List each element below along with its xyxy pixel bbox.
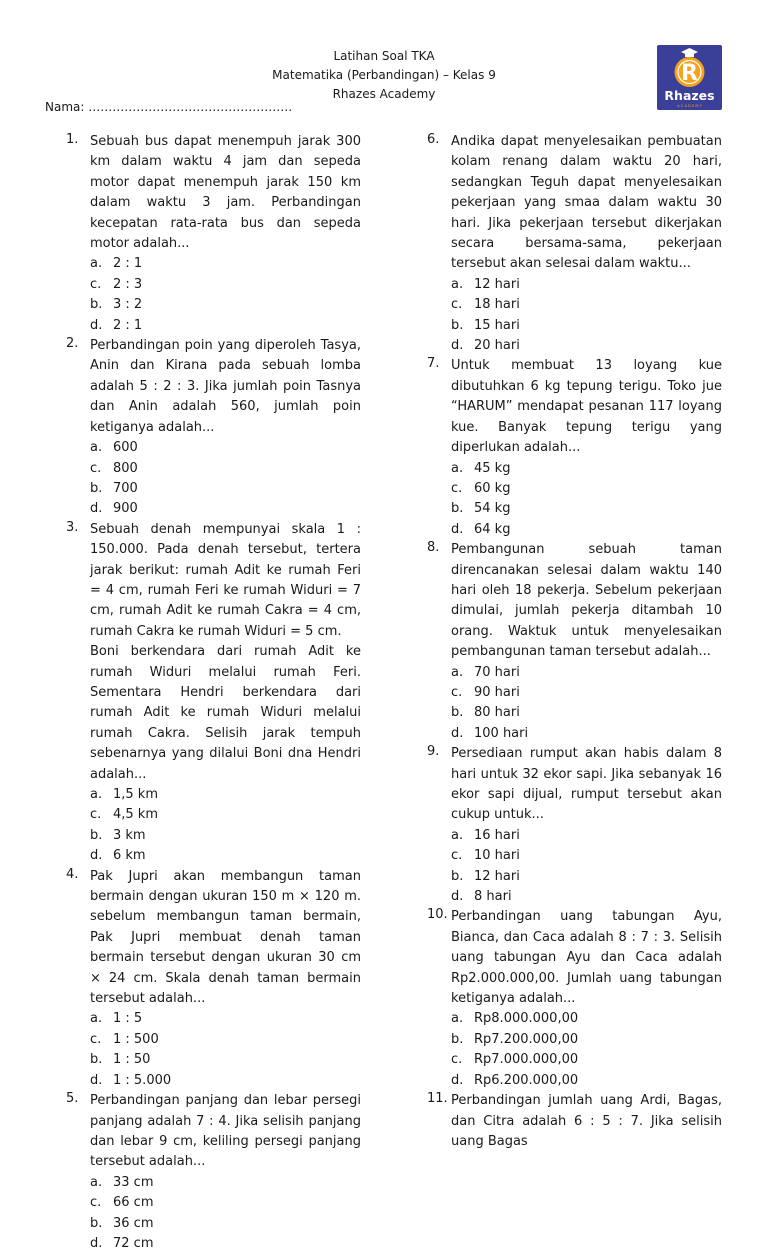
- question-text: [451, 132, 722, 275]
- question-paragraph: Pembangunan sebuah taman direncanakan selesai dalam waktu 140 hari oleh 18 pekerja. Sebelum pekerjaan dimulai, jumlah pekerja ditambah 10 orang. Waktuk untuk menyelesaikan pembangunan taman tersebut adalah...: [451, 542, 722, 660]
- header-subject: Matematika (Perbandingan) – Kelas 9: [272, 68, 496, 82]
- option-label: c.: [451, 1052, 463, 1068]
- question-number: 11.: [427, 1091, 448, 1107]
- answer-option[interactable]: [90, 1030, 227, 1050]
- question-number: 1.: [66, 132, 79, 147]
- option-label: c.: [451, 684, 463, 700]
- question-6: [427, 132, 722, 356]
- answer-option[interactable]: [451, 1009, 722, 1029]
- answer-option[interactable]: [90, 1009, 227, 1029]
- option-label: b.: [90, 1215, 103, 1231]
- question-number: 2.: [66, 336, 79, 352]
- answer-option[interactable]: [451, 479, 588, 499]
- option-label: d.: [90, 501, 103, 517]
- option-label: d.: [451, 521, 464, 537]
- option-text: 70 hari: [474, 664, 520, 680]
- option-text: 2 : 1: [113, 256, 143, 272]
- option-text: 1 : 50: [113, 1052, 151, 1068]
- question-text: [451, 540, 722, 662]
- question-number: 7.: [427, 356, 440, 372]
- option-label: c.: [90, 1195, 102, 1211]
- option-label: a.: [451, 1011, 464, 1027]
- option-label: b.: [90, 827, 103, 843]
- option-text: 18 hari: [474, 297, 520, 313]
- answer-options: [451, 826, 722, 908]
- option-label: c.: [90, 1031, 102, 1047]
- logo-subtext: A C A D E M Y: [677, 104, 702, 108]
- option-text: 12 hari: [474, 868, 520, 884]
- option-label: d.: [451, 1072, 464, 1088]
- option-text: 45 kg: [474, 460, 511, 476]
- option-label: b.: [451, 1031, 464, 1047]
- option-text: 16 hari: [474, 827, 520, 843]
- option-text: Rp7.000.000,00: [474, 1052, 579, 1068]
- question-number: 4.: [66, 866, 79, 882]
- option-label: b.: [451, 705, 464, 721]
- option-label: a.: [90, 1174, 103, 1190]
- logo-letter: R: [681, 61, 698, 86]
- option-text: Rp8.000.000,00: [474, 1011, 579, 1027]
- answer-option[interactable]: [90, 459, 227, 479]
- option-label: b.: [451, 501, 464, 517]
- option-text: 54 kg: [474, 501, 511, 517]
- question-paragraph: Untuk membuat 13 loyang kue dibutuhkan 6 kg tepung terigu. Toko jue “HARUM” mendapat pesanan 117 loyang kue. Banyak tepung terigu yang diperlukan adalah...: [451, 358, 722, 456]
- option-text: 66 cm: [113, 1195, 154, 1211]
- option-label: d.: [451, 338, 464, 354]
- option-text: 20 hari: [474, 338, 520, 354]
- option-text: 12 hari: [474, 276, 520, 292]
- option-text: 6 km: [113, 848, 146, 864]
- answer-options: [90, 1173, 361, 1254]
- question-text: [451, 356, 722, 458]
- option-label: d.: [451, 889, 464, 905]
- option-label: a.: [451, 276, 464, 292]
- question-text: [90, 520, 361, 785]
- option-text: 600: [113, 440, 138, 456]
- option-label: a.: [90, 256, 103, 272]
- answer-option[interactable]: [451, 826, 588, 846]
- question-paragraph: Boni berkendara dari rumah Adit ke rumah Widuri melalui rumah Feri. Sementara Hendri berkendara dari rumah Adit ke rumah Widuri melalui rumah Cakra. Selisih jarak tempuh sebenarnya yang dilalui Boni dna Hendri adalah...: [90, 644, 361, 782]
- question-5: [66, 1091, 361, 1254]
- question-9: [427, 744, 722, 907]
- option-text: 4,5 km: [113, 807, 158, 823]
- answer-option[interactable]: [90, 1071, 227, 1091]
- question-paragraph: Perbandingan uang tabungan Ayu, Bianca, dan Caca adalah 8 : 7 : 3. Selisih uang tabungan Ayu dan Caca adalah Rp2.000.000,00. Jumlah uang tabungan ketiganya adalah...: [451, 909, 722, 1007]
- answer-option[interactable]: [90, 785, 227, 805]
- question-number: 3.: [66, 519, 79, 535]
- answer-option[interactable]: [451, 683, 588, 703]
- question-number: 10.: [427, 907, 448, 923]
- right-column: [427, 132, 722, 1152]
- answer-option[interactable]: [451, 275, 588, 295]
- answer-option[interactable]: [451, 1030, 722, 1050]
- answer-option[interactable]: [90, 1234, 227, 1254]
- question-4: [66, 867, 361, 1091]
- option-label: c.: [451, 848, 463, 864]
- option-label: a.: [451, 827, 464, 843]
- answer-option[interactable]: [90, 826, 227, 846]
- answer-option[interactable]: [451, 846, 588, 866]
- option-label: d.: [451, 725, 464, 741]
- left-column: [66, 132, 361, 1254]
- question-text: [451, 744, 722, 826]
- question-1: [66, 132, 361, 336]
- option-text: 60 kg: [474, 480, 511, 496]
- option-text: 1,5 km: [113, 787, 158, 802]
- answer-option[interactable]: [451, 887, 588, 907]
- answer-options: [451, 275, 722, 357]
- header-title: Latihan Soal TKA: [333, 49, 435, 63]
- answer-option[interactable]: [451, 867, 588, 887]
- option-label: b.: [90, 480, 103, 496]
- option-label: b.: [90, 1052, 103, 1068]
- question-7: [427, 356, 722, 540]
- question-text: [451, 907, 722, 1009]
- answer-option[interactable]: [90, 295, 227, 315]
- answer-option[interactable]: [451, 295, 588, 315]
- option-text: Rp6.200.000,00: [474, 1072, 579, 1088]
- option-text: 2 : 1: [113, 317, 143, 333]
- answer-options: [451, 663, 722, 745]
- option-text: 90 hari: [474, 684, 520, 700]
- option-text: 800: [113, 460, 138, 476]
- answer-option[interactable]: [451, 316, 588, 336]
- question-text: [90, 336, 361, 438]
- answer-options: [90, 438, 361, 520]
- answer-option[interactable]: [90, 1214, 227, 1234]
- answer-option[interactable]: [90, 438, 227, 458]
- option-text: 900: [113, 501, 138, 517]
- question-text: [90, 132, 361, 254]
- option-text: 1 : 5.000: [113, 1072, 172, 1088]
- answer-option[interactable]: [90, 846, 227, 866]
- option-label: b.: [90, 297, 103, 313]
- option-text: Rp7.200.000,00: [474, 1031, 579, 1047]
- option-label: d.: [90, 1235, 103, 1251]
- option-text: 3 : 2: [113, 297, 143, 313]
- answer-option[interactable]: [451, 520, 588, 540]
- answer-option[interactable]: [90, 499, 227, 519]
- answer-option[interactable]: [451, 724, 588, 744]
- question-paragraph: Sebuah denah mempunyai skala 1 : 150.000. Pada denah tersebut, tertera jarak berikut: rumah Adit ke rumah Feri = 4 cm, rumah Feri ke rumah Widuri = 7 cm, rumah Adit ke rumah Cakra = 4 cm, rumah Cakra ke rumah Widuri = 5 cm.: [90, 521, 361, 639]
- answer-option[interactable]: [451, 703, 588, 723]
- option-label: a.: [451, 664, 464, 680]
- option-label: d.: [90, 848, 103, 864]
- answer-option[interactable]: [90, 275, 227, 295]
- question-paragraph: Sebuah bus dapat menempuh jarak 300 km dalam waktu 4 jam dan sepeda motor dapat menempuh jarak 150 km dalam waktu 3 jam. Perbandingan kecepatan rata-rata bus dan sepeda motor adalah...: [90, 134, 361, 252]
- option-text: 3 km: [113, 827, 146, 843]
- answer-option[interactable]: [451, 1050, 722, 1070]
- question-paragraph: Perbandingan panjang dan lebar persegi panjang adalah 7 : 4. Jika selisih panjang dan lebar 9 cm, keliling persegi panjang tersebut adalah...: [90, 1093, 361, 1170]
- option-text: 36 cm: [113, 1215, 154, 1231]
- option-text: 700: [113, 480, 138, 496]
- option-text: 10 hari: [474, 848, 520, 864]
- answer-option[interactable]: [451, 499, 588, 519]
- answer-option[interactable]: [90, 254, 227, 274]
- option-label: b.: [451, 868, 464, 884]
- graduation-cap-icon: [681, 48, 698, 57]
- question-number: 9.: [427, 744, 440, 760]
- answer-options: [451, 459, 722, 541]
- answer-option[interactable]: [451, 663, 588, 683]
- answer-option[interactable]: [90, 1173, 227, 1193]
- answer-option[interactable]: [90, 1050, 227, 1070]
- question-8: [427, 540, 722, 744]
- question-text: [90, 1091, 361, 1173]
- question-11: [427, 1091, 722, 1152]
- option-label: d.: [90, 1072, 103, 1088]
- option-label: a.: [90, 440, 103, 456]
- option-label: c.: [90, 807, 102, 823]
- question-paragraph: Perbandingan poin yang diperoleh Tasya, Anin dan Kirana pada sebuah lomba adalah 5 : 2 : 3. Jika jumlah poin Tasnya dan Anin adalah 560, jumlah poin ketiganya adalah...: [90, 338, 361, 435]
- question-number: 5.: [66, 1091, 79, 1107]
- question-paragraph: Perbandingan jumlah uang Ardi, Bagas, dan Citra adalah 6 : 5 : 7. Jika selisih uang Bagas: [451, 1093, 722, 1149]
- answer-option[interactable]: [90, 805, 227, 825]
- option-text: 2 : 3: [113, 276, 143, 292]
- option-label: c.: [451, 480, 463, 496]
- option-text: 72 cm: [113, 1235, 154, 1251]
- header-institution: Rhazes Academy: [332, 87, 436, 101]
- question-2: [66, 336, 361, 520]
- question-paragraph: Andika dapat menyelesaikan pembuatan kolam renang dalam waktu 20 hari, sedangkan Teguh dapat menyelesaikan pekerjaan yang smaa dalam waktu 30 hari. Jika pekerjaan tersebut dikerjakan secara bersama-sama, pekerjaan tersebut akan selesai dalam waktu...: [451, 134, 722, 272]
- option-text: 1 : 5: [113, 1011, 143, 1027]
- answer-option[interactable]: [451, 336, 588, 356]
- question-text: [90, 867, 361, 1010]
- option-label: b.: [451, 317, 464, 333]
- option-label: a.: [451, 460, 464, 476]
- question-10: [427, 907, 722, 1091]
- answer-option[interactable]: [90, 1193, 227, 1213]
- question-text: [451, 1091, 722, 1152]
- option-label: a.: [90, 1011, 103, 1027]
- answer-options: [90, 1009, 361, 1091]
- option-text: 1 : 500: [113, 1031, 159, 1047]
- question-3: [66, 520, 361, 867]
- rhazes-logo: [657, 45, 722, 110]
- option-text: 15 hari: [474, 317, 520, 333]
- question-number: 6.: [427, 132, 440, 147]
- question-number: 8.: [427, 540, 440, 556]
- question-paragraph: Pak Jupri akan membangun taman bermain dengan ukuran 150 m × 120 m. sebelum membangun taman bermain, Pak Jupri membuat denah taman bermain tersebut dengan ukuran 30 cm × 24 cm. Skala denah taman bermain tersebut adalah...: [90, 868, 361, 1007]
- answer-options: [90, 785, 361, 867]
- answer-option[interactable]: [90, 479, 227, 499]
- question-paragraph: Persediaan rumput akan habis dalam 8 hari untuk 32 ekor sapi. Jika sebanyak 16 ekor sapi dijual, rumput tersebut akan cukup untuk...: [451, 746, 722, 823]
- option-text: 100 hari: [474, 725, 529, 741]
- name-field[interactable]: Nama: ……………………………………………: [45, 100, 293, 114]
- option-text: 64 kg: [474, 521, 511, 537]
- answer-options: [451, 1009, 722, 1091]
- option-text: 33 cm: [113, 1174, 154, 1190]
- logo-text: Rhazes: [664, 88, 715, 103]
- answer-option[interactable]: [451, 1071, 722, 1091]
- option-label: c.: [90, 460, 102, 476]
- answer-option[interactable]: [451, 459, 588, 479]
- option-label: c.: [90, 276, 102, 292]
- option-text: 8 hari: [474, 889, 512, 905]
- option-label: d.: [90, 317, 103, 333]
- option-label: a.: [90, 787, 103, 802]
- answer-option[interactable]: [90, 316, 227, 336]
- option-label: c.: [451, 297, 463, 313]
- document-header: [0, 47, 768, 104]
- answer-options: [90, 254, 361, 336]
- option-text: 80 hari: [474, 705, 520, 721]
